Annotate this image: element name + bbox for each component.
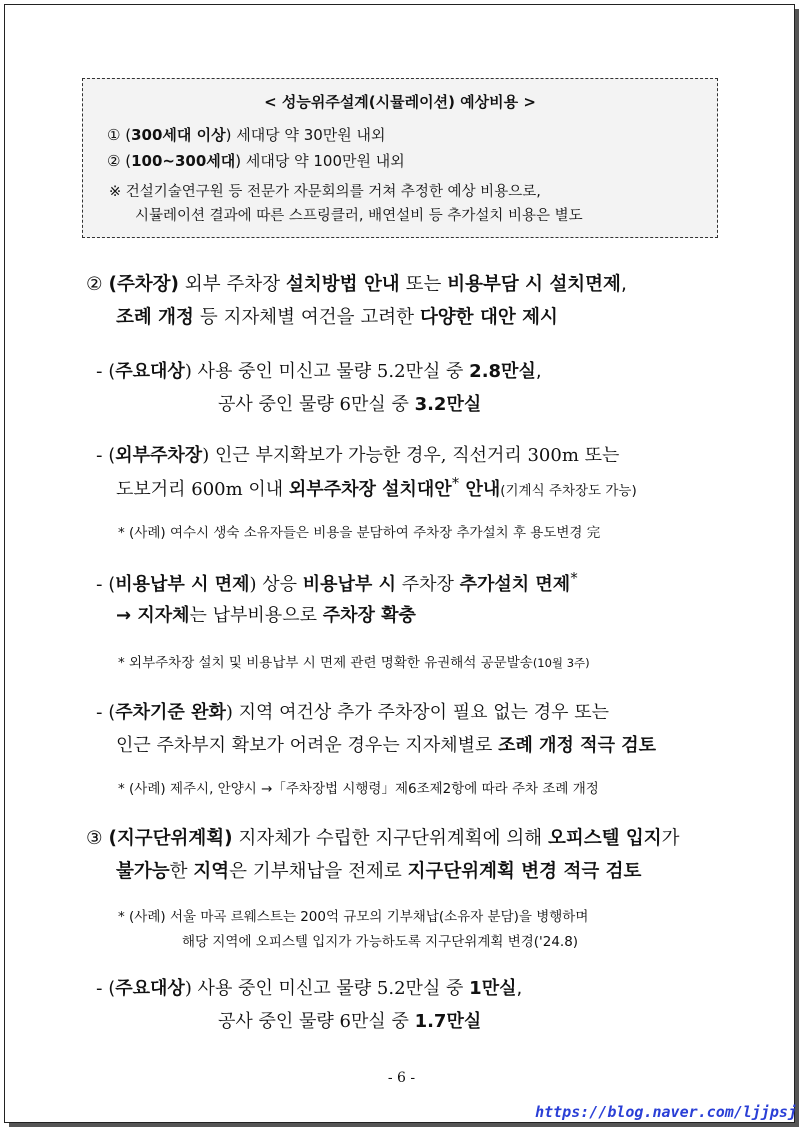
- note-interpretation: * 외부주차장 설치 및 비용납부 시 면제 관련 명확한 유권해석 공문발송(10월 3주): [118, 655, 590, 671]
- note-jeju: * (사례) 제주시, 안양시 →「주차장법 시행령」제6조제2항에 따라 주차 조례 개정: [118, 781, 599, 797]
- page-shadow: [795, 9, 799, 1127]
- section-3-line-2: 불가능한 지역은 기부채납을 전제로 지구단위계획 변경 적극 검토: [116, 861, 642, 882]
- note-yeosu: * (사례) 여수시 생숙 소유자들은 비용을 분담하여 주차장 추가설치 후 용도변경 完: [118, 525, 601, 541]
- notice-item-1: ① (300세대 이상) 세대당 약 30만원 내외: [107, 126, 386, 144]
- cost-notice-box: [82, 78, 718, 238]
- bullet-main-target-1-line-2: 공사 중인 물량 6만실 중 3.2만실: [218, 394, 482, 415]
- bullet-outside-parking: - (외부주차장) 인근 부지확보가 가능한 경우, 직선거리 300m 또는: [96, 445, 620, 466]
- section-2-line-2: 조례 개정 등 지자체별 여건을 고려한 다양한 대안 제시: [116, 307, 558, 328]
- notice-title: < 성능위주설계(시뮬레이션) 예상비용 >: [264, 93, 536, 111]
- page-shadow: [9, 1123, 799, 1127]
- note-magok-1: * (사례) 서울 마곡 르웨스트는 200억 규모의 기부채납(소유자 분담)을 병행하며: [118, 909, 589, 925]
- page-number: - 6 -: [387, 1070, 416, 1086]
- note-magok-2: 해당 지역에 오피스텔 입지가 가능하도록 지구단위계획 변경('24.8): [182, 934, 579, 950]
- bullet-main-target-2-line-2: 공사 중인 물량 6만실 중 1.7만실: [218, 1011, 482, 1032]
- section-2-line-1: ② (주차장) 외부 주차장 설치방법 안내 또는 비용부담 시 설치면제,: [86, 274, 627, 295]
- notice-item-2: ② (100~300세대) 세대당 약 100만원 내외: [107, 152, 405, 170]
- notice-note-1: ※ 건설기술연구원 등 전문가 자문회의를 거쳐 추정한 예상 비용으로,: [109, 184, 541, 200]
- bullet-payment-exemption: - (비용납부 시 면제) 상응 비용납부 시 주차장 추가설치 면제*: [96, 569, 578, 595]
- bullet-main-target-1: - (주요대상) 사용 중인 미신고 물량 5.2만실 중 2.8만실,: [96, 361, 542, 382]
- bullet-parking-relax-line-2: 인근 주차부지 확보가 어려운 경우는 지자체별로 조례 개정 적극 검토: [116, 735, 656, 756]
- bullet-payment-exemption-line-2: → 지자체는 납부비용으로 주차장 확충: [116, 605, 416, 626]
- notice-note-2: 시뮬레이션 결과에 따른 스프링클러, 배연설비 등 추가설치 비용은 별도: [135, 208, 583, 224]
- blog-watermark: https://blog.naver.com/ljjpsj: [535, 1103, 797, 1121]
- bullet-outside-parking-line-2: 도보거리 600m 이내 외부주차장 설치대안* 안내(기계식 주차장도 가능): [116, 474, 637, 500]
- bullet-main-target-2: - (주요대상) 사용 중인 미신고 물량 5.2만실 중 1만실,: [96, 978, 523, 999]
- section-3-line-1: ③ (지구단위계획) 지자체가 수립한 지구단위계획에 의해 오피스텔 입지가: [86, 828, 680, 849]
- bullet-parking-relax: - (주차기준 완화) 지역 여건상 추가 주차장이 필요 없는 경우 또는: [96, 702, 610, 723]
